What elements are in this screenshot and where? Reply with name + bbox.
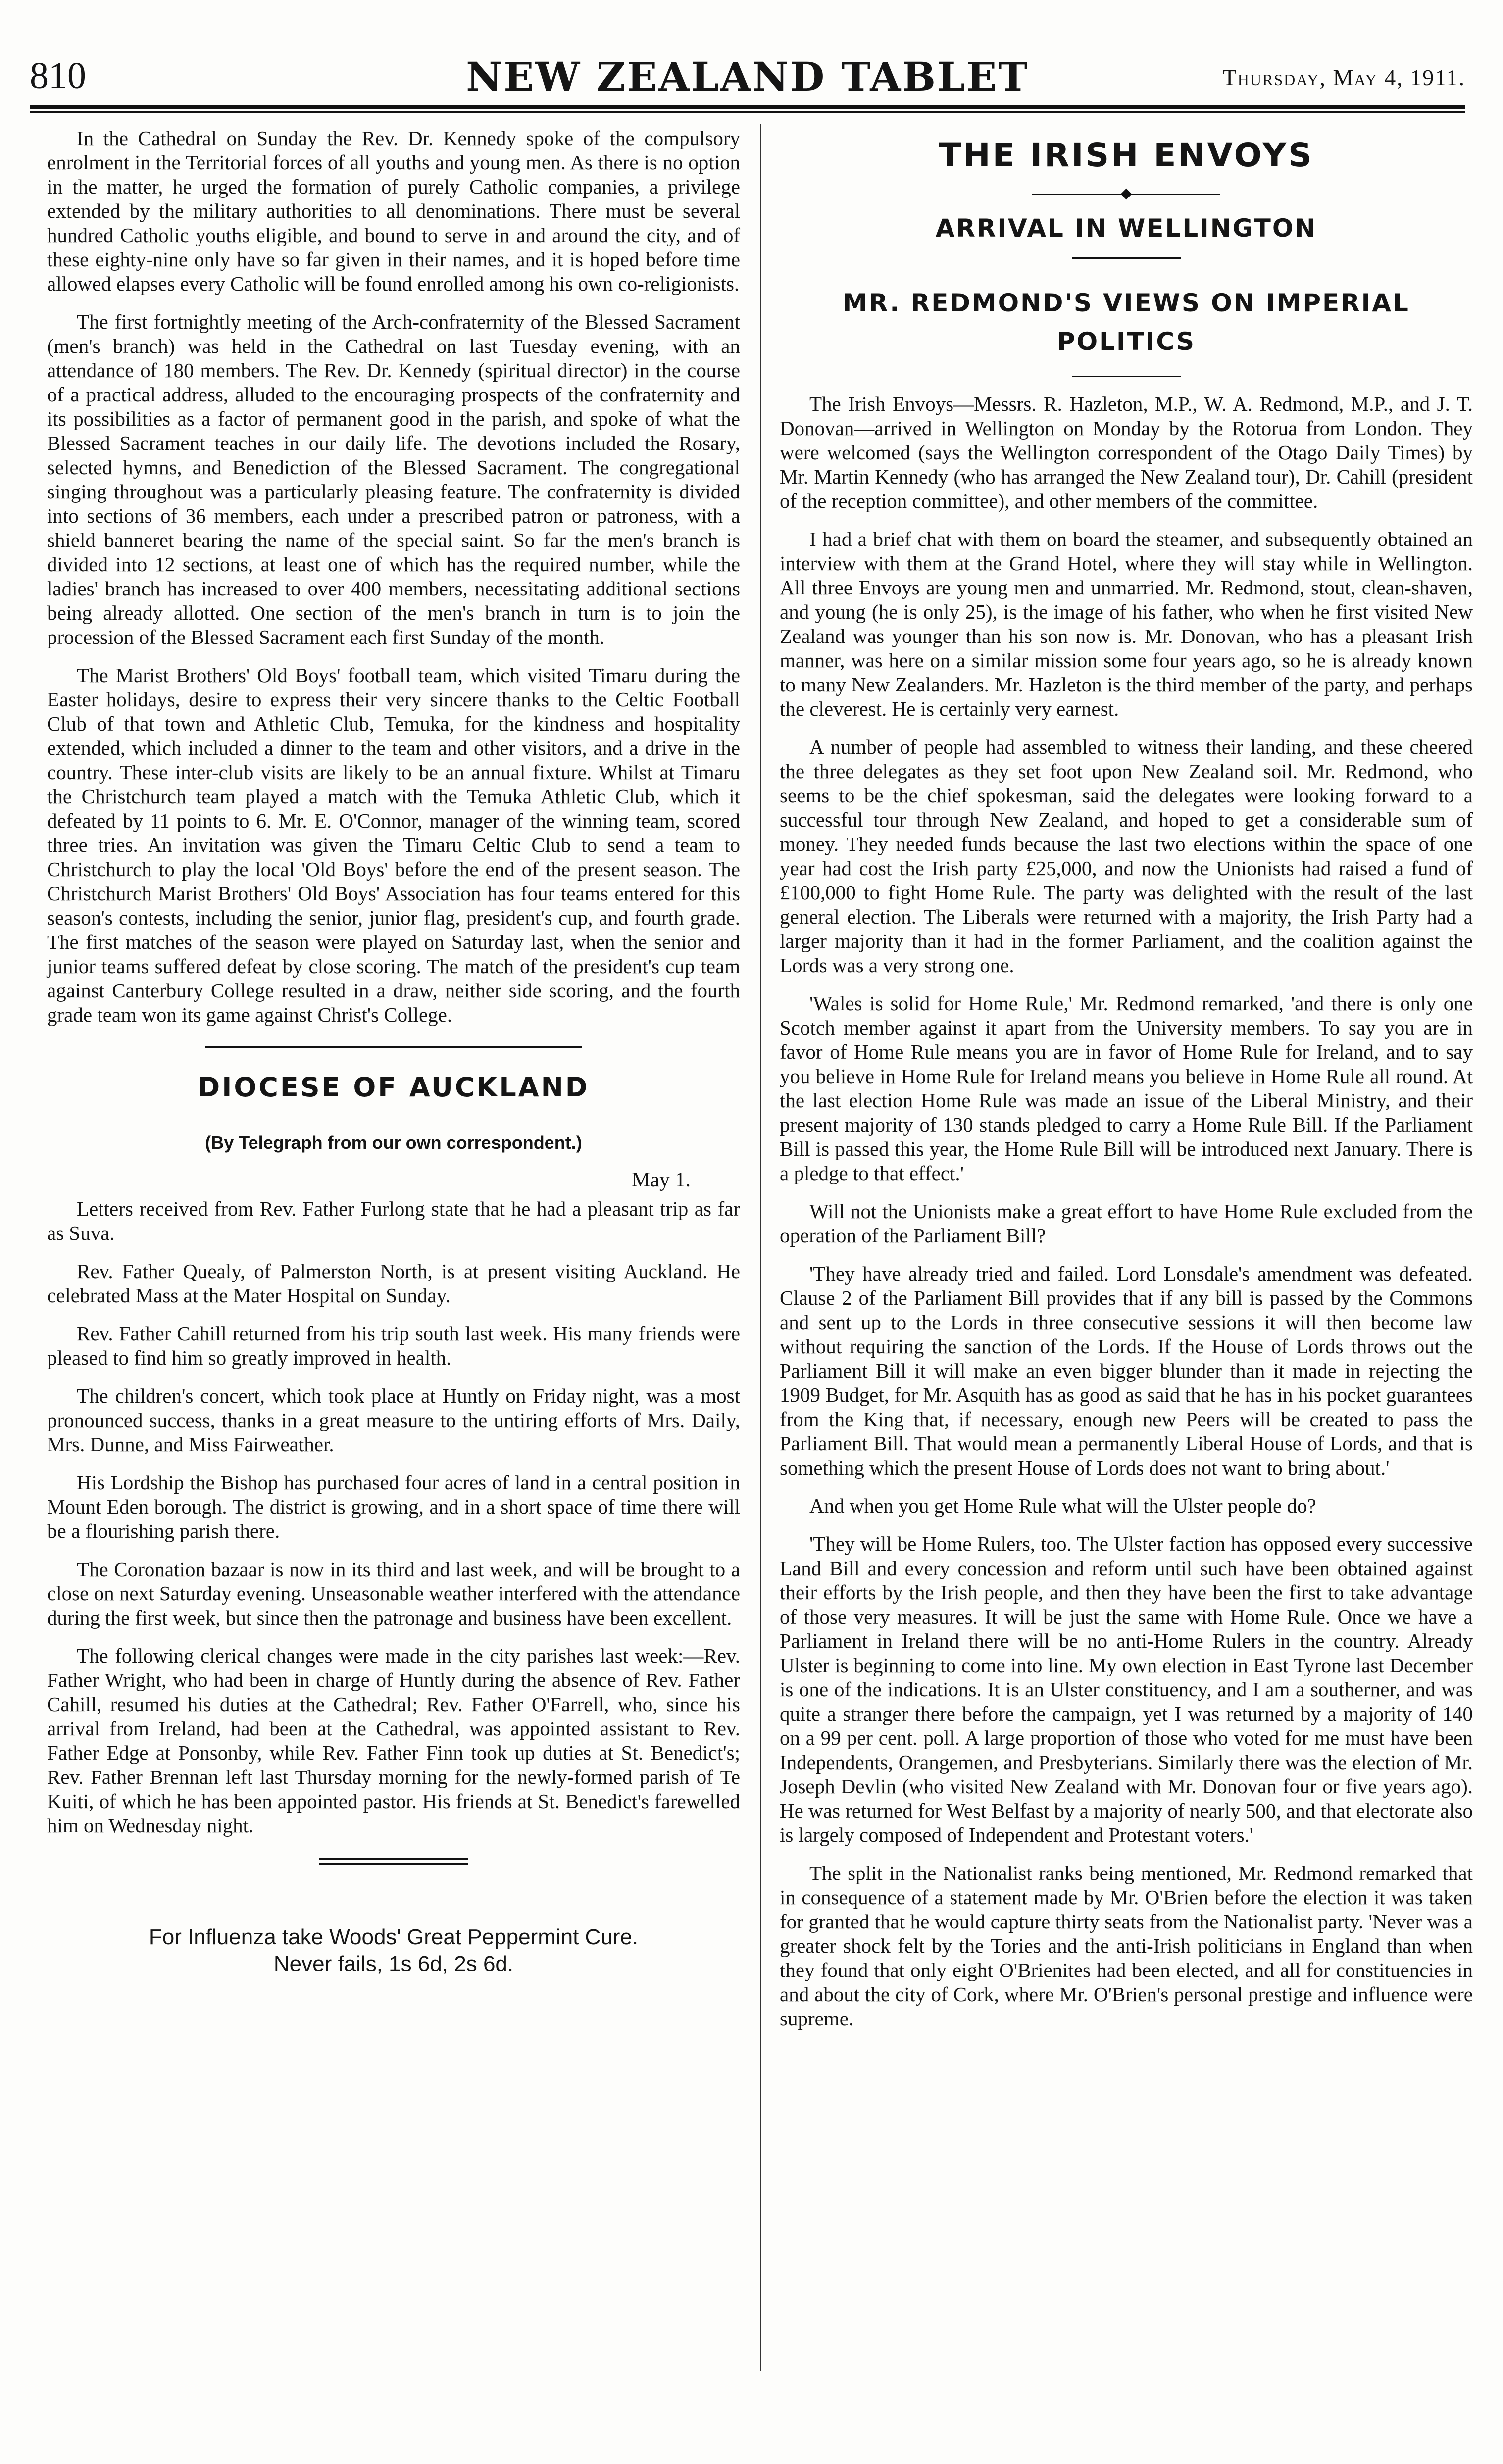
paragraph: The Irish Envoys—Messrs. R. Hazleton, M.P., W. A. Redmond, M.P., and J. T. Donovan—arrived in Wellington on Monday by the Rotorua from London. They were welcomed (says the Wellington correspondent of the Otago Daily Times) by Mr. Martin Kennedy (who has arranged the New Zealand tour), Dr. Cahill (president of the reception committee), and other members of the committee. bbox=[780, 393, 1473, 512]
paragraph: The first fortnightly meeting of the Arch-confraternity of the Blessed Sacrament (men's branch) was held in the Cathedral on last Tuesday evening, with an attendance of 180 members. The Rev. Dr. Kennedy (spiritual director) in the course of a practical address, alluded to the encouraging prospects of the confraternity and its possibilities as a factor of permanent good in the parish, and spoke of what the Blessed Sacrament teaches in our daily life. The devotions included the Rosary, selected hymns, and Benediction of the Blessed Sacrament. The congregational singing throughout was a particularly pleasing feature. The confraternity is divided into sections of 36 members, each under a prescribed patron or patroness, with a shield banneret bearing the name of the special saint. So far the men's branch is divided into 12 sections, at least one of which has the required number, while the ladies' branch has increased to over 400 members, necessitating additional sections being already allotted. One section of the men's branch in turn is to join the procession of the Blessed Sacrament each first Sunday of the month. bbox=[47, 310, 740, 648]
article-headline: THE IRISH ENVOYS bbox=[939, 136, 1314, 174]
paragraph: A number of people had assembled to witness their landing, and these cheered the three delegates as they set foot upon New Zealand soil. Mr. Redmond, who seems to be the chief spokesman, said the delegates were looking forward to a successful tour through New Zealand, and hoped to get a considerable sum of money. They needed funds because the last two elections within the space of one year had cost the Irish party £25,000, and now the Unionists had raised a fund of £100,000 to fight Home Rule. The party was delighted with the result of the last general election. The Liberals were returned with a majority, the Irish Party had a larger majority than it had in the former Parliament, and the coalition against the Lords was a very strong one. bbox=[780, 736, 1473, 977]
header-rule-thin bbox=[30, 111, 1465, 113]
paragraph: In the Cathedral on Sunday the Rev. Dr. Kennedy spoke of the compulsory enrolment in the Territorial forces of all youths and young men. As there is no option in the matter, he urged the formation of purely Catholic companies, a privilege extended by the military authorities to all denominations. There must be several hundred Catholic youths eligible, and bound to serve in and around the city, and of these eighty-nine only have so far given in their names, and it is hoped before time allowed elapses every Catholic will be found enrolled among his own co-religionists. bbox=[47, 127, 740, 295]
paragraph: The following clerical changes were made in the city parishes last week:—Rev. Father Wright, who had been in charge of Huntly during the absence of Rev. Father Cahill, resumed his duties at the Cathedral; Rev. Father O'Farrell, who, since his arrival from Ireland, had been at the Cathedral, was appointed assistant to Rev. Father Edge at Ponsonby, while Rev. Father Finn took up duties at St. Benedict's; Rev. Father Brennan left last Thursday morning for the newly-formed parish of Te Kuiti, of which he has been appointed pastor. His friends at St. Benedict's farewelled him on Wednesday night. bbox=[47, 1644, 740, 1837]
paragraph: 'They will be Home Rulers, too. The Ulster faction has opposed every successive Land Bill and every concession and reform until such have been obtained against their efforts by the Irish people, and then they have been the first to take advantage of those very measures. It will be just the same with Home Rule. Once we have a Parliament in Ireland there will be no anti-Home Rulers in the country. Already Ulster is beginning to come into line. My own election in East Tyrone last December is one of the indications. It is an Ulster constituency, and I am a southerner, and was quite a stranger there before the campaign, yet I was returned by a majority of 140 on a 99 per cent. poll. A large proportion of those who voted for me must have been Independents, Orangemen, and Presbyterians. Similarly there was the election of Mr. Joseph Devlin (who visited New Zealand with Mr. Donovan four or five years ago). He was returned for West Belfast by a majority of nearly 500, and that electorate also is largely composed of Independent and Protestant voters.' bbox=[780, 1532, 1473, 1846]
paragraph: I had a brief chat with them on board the steamer, and subsequently obtained an interview with them at the Grand Hotel, where they will stay while in Wellington. All three Envoys are young men and unmarried. Mr. Redmond, stout, clean-shaven, and young (he is only 25), is the image of his father, who when he first visited New Zealand was younger than his son now is. Mr. Donovan, who has a pleasant Irish manner, was here on a similar mission some four years ago, so he is already known to many New Zealanders. Mr. Hazleton is the third member of the party, and perhaps the cleverest. He is certainly very earnest. bbox=[780, 528, 1473, 720]
paragraph: 'Wales is solid for Home Rule,' Mr. Redmond remarked, 'and there is only one Scotch member against it apart from the University members. To say you are in favor of Home Rule means you are in favor of Home Rule for Ireland, and to say you believe in Home Rule for Ireland means you believe in Home Rule all round. At the last election Home Rule was made an issue of the Liberal Ministry, and their present majority of 130 stands pledged to carry a Home Rule Bill. If the Parliament Bill is passed this year, the Home Rule Bill will be introduced next January. There is a pledge to that effect.' bbox=[780, 992, 1473, 1184]
ornamental-rule bbox=[1032, 189, 1220, 199]
advert-line: Never fails, 1s 6d, 2s 6d. bbox=[273, 1952, 514, 1976]
paragraph: Will not the Unionists make a great effort to have Home Rule excluded from the operation of the Parliament Bill? bbox=[780, 1200, 1473, 1247]
page-number: 810 bbox=[30, 55, 86, 97]
paragraph: Rev. Father Cahill returned from his trip south last week. His many friends were pleased to find him so greatly improved in health. bbox=[47, 1322, 740, 1369]
paragraph: His Lordship the Bishop has purchased four acres of land in a central position in Mount Eden borough. The district is growing, and in a short space of time there will be a flourishing parish there. bbox=[47, 1471, 740, 1542]
paragraph: 'They have already tried and failed. Lord Lonsdale's amendment was defeated. Clause 2 of the Parliament Bill provides that if any bill is passed by the Commons and sent up to the Lords in three consecutive sessions it will then become law without requiring the sanction of the Lords. If the House of Lords throws out the Parliament Bill it will make an even bigger blunder than it made in rejecting the 1909 Budget, for Mr. Asquith has as good as said that he has in his pocket guarantees from the King that, if necessary, enough new Peers will be created to pass the Parliament Bill. That would mean a permanently Liberal House of Lords, and that is something which the present House of Lords does not want to bring about.' bbox=[780, 1262, 1473, 1479]
paragraph: The Coronation bazaar is now in its third and last week, and will be brought to a close on next Saturday evening. Unseasonable weather interfered with the attendance during the first week, but since then the patronage and business have been excellent. bbox=[47, 1558, 740, 1629]
left-column bbox=[47, 126, 740, 1977]
paragraph: Letters received from Rev. Father Furlong state that he had a pleasant trip as far as Suva. bbox=[47, 1197, 740, 1244]
page-header bbox=[30, 49, 1465, 104]
auckland-dateline: May 1. bbox=[632, 1169, 691, 1191]
paragraph: And when you get Home Rule what will the Ulster people do? bbox=[809, 1494, 1316, 1517]
paragraph: Rev. Father Quealy, of Palmerston North, is at present visiting Auckland. He celebrated Mass at the Mater Hospital on Sunday. bbox=[47, 1260, 740, 1307]
advertisement bbox=[47, 1924, 740, 1977]
article-subheadline: ARRIVAL IN WELLINGTON bbox=[935, 214, 1317, 243]
paragraph: The children's concert, which took place at Huntly on Friday night, was a most pronounced success, thanks in a great measure to the untiring efforts of Mrs. Daily, Mrs. Dunne, and Miss Fairweather. bbox=[47, 1384, 740, 1456]
auckland-byline: (By Telegraph from our own correspondent.) bbox=[205, 1133, 582, 1153]
column-divider bbox=[760, 124, 761, 2371]
header-rule bbox=[30, 105, 1465, 109]
auckland-heading: DIOCESE OF AUCKLAND bbox=[198, 1072, 590, 1103]
right-column bbox=[780, 126, 1473, 2045]
short-rule bbox=[1072, 257, 1181, 259]
issue-date: Thursday, May 4, 1911. bbox=[1222, 65, 1465, 90]
closing-rule bbox=[319, 1858, 468, 1865]
paragraph: The split in the Nationalist ranks being mentioned, Mr. Redmond remarked that in consequence of a statement made by Mr. O'Brien before the election it was taken for granted that he would capture thirty seats from the Nationalist party. 'Never was a greater shock felt by the Tories and the anti-Irish politicians in England than when they found that only eight O'Brienites had been elected, and all for constituencies in and about the city of Cork, where Mr. O'Brien's personal prestige and influence were supreme. bbox=[780, 1862, 1473, 2030]
section-rule bbox=[205, 1042, 582, 1052]
article-subheadline-2: MR. REDMOND'S VIEWS ON IMPERIAL POLITICS bbox=[843, 289, 1410, 356]
advert-line: For Influenza take Woods' Great Peppermint Cure. bbox=[149, 1925, 639, 1949]
masthead: NEW ZEALAND TABLET bbox=[466, 53, 1029, 100]
paragraph: The Marist Brothers' Old Boys' football team, which visited Timaru during the Easter holidays, desire to express their very sincere thanks to the Celtic Football Club of that town and Athletic Club, Temuka, for the kindness and hospitality extended, which included a dinner to the team and other visitors, and a drive in the country. These inter-club visits are likely to be an annual fixture. Whilst at Timaru the Christchurch team played a match with the Temuka Athletic Club, which it defeated by 11 points to 6. Mr. E. O'Connor, manager of the winning team, scored three tries. An invitation was given the Timaru Celtic Club to send a team to Christchurch to play the local 'Old Boys' before the end of the present season. The Christchurch Marist Brothers' Old Boys' Association has four teams entered for this season's contests, including the senior, junior flag, president's cup, and fourth grade. The first matches of the season were played on Saturday last, when the senior and junior teams suffered defeat by close scoring. The match of the president's cup team against Canterbury College resulted in a draw, neither side scoring, and the fourth grade team won its game against Christ's College. bbox=[47, 664, 740, 1026]
short-rule bbox=[1072, 376, 1181, 377]
